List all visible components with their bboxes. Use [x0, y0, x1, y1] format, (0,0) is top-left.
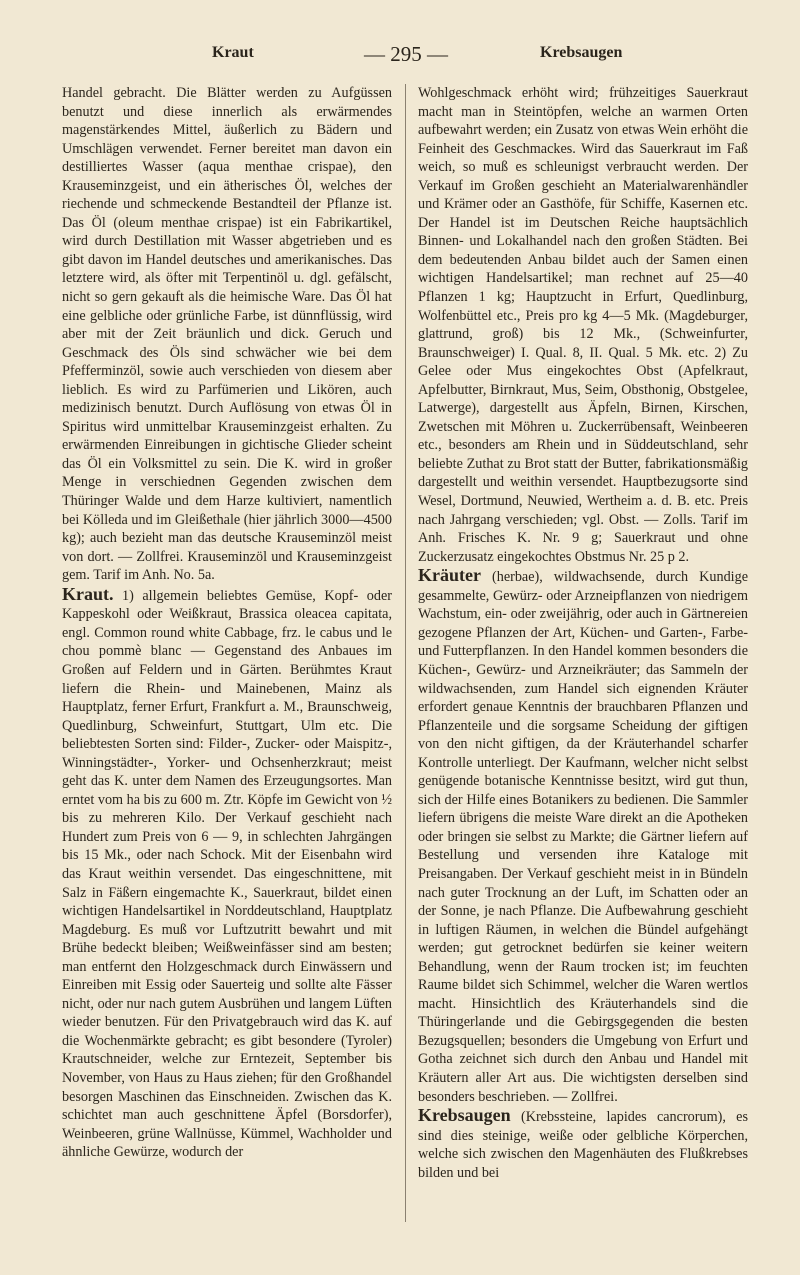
entry-text-kraut: 1) allgemein beliebtes Gemüse, Kopf- oder Kappeskohl oder Weißkraut, Brassica oleacea capitata, engl. Common round white Cabbage, frz. le cabus und le chou pommè blanc — Gegenstand des Anbaues im Großen auf Feldern und in Gärten. Berühmtes Kraut liefern die Rhein- und Mainebenen, Mainz als Hauptplatz, ferner Erfurt, Frankfurt a. M., Braunschweig, Quedlinburg, Schweinfurt, Stuttgart, Ulm etc. Die beliebtesten Sorten sind: Filder-, Zucker- oder Maispitz-, Winningstädter-, Yorker- und Ochsenherzkraut; meist geht das K. unter dem Namen des Erzeugungsortes. Man erntet vom ha bis zu 600 m. Ztr. Köpfe im Gewicht von ½ bis zu mehreren Kilo. Der Verkauf geschieht nach Hundert zum Preis von 6 — 9, in schlechten Jahrgängen bis 15 Mk., oder nach Schock. Mit der Eisenbahn wird das Kraut weithin versendet. Das eingeschnittene, mit Salz in Fäßern eingemachte K., Sauerkraut, bildet einen wichtigen Handelsartikel in Norddeutschland, Hauptplatz Magdeburg. Es muß vor Luftzutritt bewahrt und mit Brühe bedeckt bleiben; Weißweinfässer sind am besten; man entfernt den Holzgeschmack durch Einwässern und Einreiben mit Essig oder Sauerteig und sollte alte Fässer nicht, oder nur nach gutem Ausbrühen und langem Lüften wieder benutzen. Für den Privatgebrauch wird das K. auf die Wochenmärkte gebracht; es gibt besondere (Tyroler) Krautschneider, welche zur Erntezeit, September bis November, von Haus zu Haus ziehen; für den Großhandel besorgen Maschinen das Einschneiden. Zwischen das K. schichtet man auch geschnittene Äpfel (Borsdorfer), Weinbeeren, grüne Wallnüsse, Kümmel, Wachholder und ähnliche Gewürze, wodurch der — [62, 587, 392, 1161]
entry-kraut — [62, 585, 392, 1162]
header-left-keyword: Kraut — [212, 44, 254, 61]
entry-kraeuter — [418, 566, 748, 1106]
entry-text-kraeuter: (herbae), wildwachsende, durch Kundige gesammelte, Gewürz- oder Arzneipflanzen von niedrigem Wachstum, ein- oder zweijährig, oder auch in Gärtnereien gezogene Pflanzen der Art, Küchen- und Garten-, Farbe- und Futterpflanzen. In den Handel kommen besonders die Küchen-, Gewürz- und Arzneikräuter; das Sammeln der wildwachsenden, zum Handel sich eignenden Kräuter erfordert genaue Kenntnis der brauchbaren Pflanzen und Pflanzenteile und die sorgsame Scheidung der giftigen von den nicht giftigen, da der Kräuterhandel scharfer Kontrolle unterliegt. Der Kaufmann, welcher nicht selbst genügende botanische Kenntnisse besitzt, wird gut thun, sich der Hilfe eines Botanikers zu bedienen. Die Sammler liefern übrigens die meiste Ware direkt an die Apotheken oder bringen sie selbst zu Markte; die Gärtner liefern auf Bestellung und versenden ihre Kataloge mit Preisangaben. Der Verkauf geschieht meist in in Bündeln nach guter Trocknung an der Luft, im Schatten oder an der Sonne, je nach Pflanze. Die Aufbewahrung geschieht in luftigen Räumen, in welchen die Bündel aufgehängt werden; gut getrocknet bedürfen sie keiner weitern Behandlung, wenn der Raum trocken ist; im feuchten Raume bildet sich Schimmel, welcher die Waren wertlos macht. Hinsichtlich des Kräuterhandels sind die Thüringerlande und die Gebirgsgegenden die besten Bezugsquellen; besonders die Umgebung von Erfurt und Gotha zeichnet sich durch den Anbau und Handel mit Kräutern aller Art aus. Die wichtigsten derselben sind besonders beschrieben. — Zollfrei. — [418, 569, 748, 1105]
entry-title-kraeuter: Kräuter — [418, 565, 481, 586]
paragraph-krauseminze-continued: Handel gebracht. Die Blätter werden zu Aufgüssen benutzt und diese innerlich als erwärmendes magenstärkendes Mittel, äußerlich zu Bädern und Umschlägen verwendet. Ferner bereitet man davon ein destilliertes Wasser (aqua menthae crispae), den Krauseminzgeist, und ein ätherisches Öl, welches der riechende und schmeckende Bestandteil der Pflanze ist. Das Öl (oleum menthae crispae) ist ein Fabrikartikel, wird durch Destillation mit Wasser abgetrieben und es gibt davon im Handel deutsches und amerikanisches. Das letztere wird, als öfter mit Terpentinöl u. dgl. gefälscht, nicht so gern gekauft als die heimische Ware. Das Öl hat eine gelbliche oder grünliche Farbe, ist dünnflüssig, wird aber mit der Zeit bräunlich und dick. Geruch und Geschmack des Öls sind schwächer wie bei dem Pfefferminzöl, sowie auch verschieden von diesem aber lieblich. Es wird zu Parfümerien und Likören, auch medizinisch benutzt. Durch Auflösung von etwas Öl in Spiritus wird unmittelbar Krauseminzgeist erhalten. Zu erwärmenden Einreibungen in gichtische Glieder scheint das Öl ein Volksmittel zu sein. Die K. wird in großer Menge in verschiednen Gegenden zwischen dem Thüringer Walde und dem Harze kultiviert, namentlich bei Kölleda und im Gleißethale (hier jährlich 3000—4500 kg); auch bezieht man das deutsche Krauseminzöl meist von dort. — Zollfrei. Krauseminzöl und Krauseminzgeist gem. Tarif im Anh. No. 5a. — [62, 85, 392, 584]
page-header — [62, 42, 750, 70]
entry-krebsaugen — [418, 1106, 748, 1182]
page-number: — 295 — — [364, 42, 448, 66]
paragraph-kraut-continued: Wohlgeschmack erhöht wird; frühzeitiges Sauerkraut macht man in Steintöpfen, welche an warmen Orten aufbewahrt werden; ein Zusatz von etwas Wein erhöht die Feinheit des Geschmackes. Wird das Sauerkraut im Faß weich, so muß es schleunigst verbraucht werden. Der Verkauf im Großen geschieht an Materialwarenhändler und Krämer oder an Gasthöfe, für Schiffe, Kasernen etc. Der Handel ist im Deutschen Reiche hauptsächlich Binnen- und Lokalhandel nach den großen Städten. Bei dem bedeutenden Anbau bildet auch der Samen einen wichtigen Handelsartikel; man rechnet auf 25—40 Pflanzen 1 kg; Hauptzucht in Erfurt, Quedlinburg, Wolfenbüttel etc., Preis pro kg 4—5 Mk. (Magdeburger, glattrund, groß) bis 12 Mk., (Schweinfurter, Braunschweiger) I. Qual. 8, II. Qual. 5 Mk. etc. 2) Zu Gelee oder Mus eingekochtes Obst (Apfelkraut, Apfelbutter, Birnkraut, Mus, Seim, Obsthonig, Obstgelee, Latwerge), dargestellt aus Äpfeln, Birnen, Kirschen, Zwetschen mit Möhren u. Zuckerrübensaft, Weinbeeren etc., besonders am Rhein und in Süddeutschland, sehr beliebte Zuthat zu Brot statt der Butter, fabrikationsmäßig dargestellt und weithin versendet. Hauptbezugsorte sind Wesel, Dortmund, Neuwied, Wertheim a. d. B. etc. Preis nach Jahrgang verschieden; vgl. Obst. — Zolls. Tarif im Anh. Frisches K. Nr. 9 g; Sauerkraut und ohne Zuckerzusatz eingekochtes Obstmus Nr. 25 p 2. — [418, 85, 748, 565]
header-right-keyword: Krebsaugen — [540, 44, 623, 61]
column-divider — [405, 84, 406, 1222]
entry-title-kraut: Kraut. — [62, 583, 114, 604]
entry-text-krebsaugen: (Krebssteine, lapides cancrorum), es sind dies steinige, weiße oder gelbliche Körperchen, welche sich zwischen den Magenhäuten des Flußkrebses bilden und bei — [418, 1109, 748, 1181]
left-column — [62, 84, 392, 1162]
entry-title-krebsaugen: Krebsaugen — [418, 1105, 511, 1126]
right-column — [418, 84, 748, 1182]
